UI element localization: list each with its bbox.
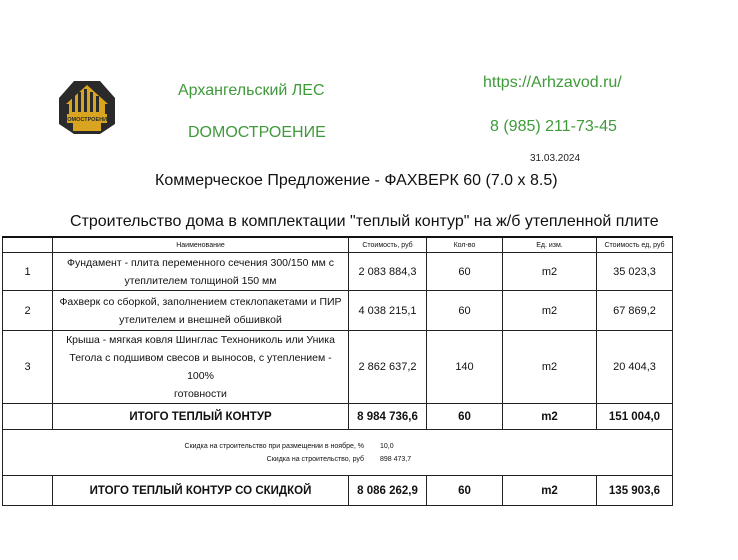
row-number: 2: [3, 291, 53, 331]
table-header-row: [3, 237, 673, 253]
table-row: [3, 331, 673, 404]
col-cost-header: Стоимость, руб: [349, 237, 427, 253]
row-name-line: Фундамент - плита переменного сечения 300/150 мм с: [67, 256, 334, 269]
brand-name: DOMOСТРОЕНИЕ: [188, 124, 326, 141]
discount-cell: [3, 430, 673, 476]
row-unit-cost: 35 023,3: [597, 253, 673, 291]
row-name-line: готовности: [174, 388, 227, 400]
discount-percent-value: 10,0: [380, 442, 394, 450]
total-row: [3, 404, 673, 430]
row-unit: m2: [503, 291, 597, 331]
row-name-line: утелителем и внешней обшивкой: [119, 313, 282, 326]
total-unit-cost: 151 004,0: [597, 404, 673, 430]
table-row: [3, 291, 673, 331]
discounted-total-unit: m2: [503, 476, 597, 506]
row-unit: m2: [503, 331, 597, 404]
row-qty: 60: [427, 291, 503, 331]
total-label: ИТОГО ТЕПЛЫЙ КОНТУР: [53, 404, 349, 430]
price-table: [2, 236, 673, 506]
discounted-total-cost: 8 086 262,9: [349, 476, 427, 506]
table-row: [3, 253, 673, 291]
col-qty-header: Кол-во: [427, 237, 503, 253]
col-name-header: Наименование: [53, 237, 349, 253]
document-date: 31.03.2024: [530, 153, 581, 164]
company-name: Архангельский ЛЕС: [178, 82, 325, 99]
total-cost: 8 984 736,6: [349, 404, 427, 430]
row-name-line: Крыша - мягкая ковля Шинглас Технониколь или Уника: [66, 334, 335, 346]
row-name: [53, 331, 349, 404]
discount-amount-value: 898 473,7: [380, 455, 412, 463]
discounted-total-unit-cost: 135 903,6: [597, 476, 673, 506]
discount-amount-label: Скидка на строительство, руб: [266, 455, 364, 463]
total-empty-cell: [3, 404, 53, 430]
discounted-total-row: [3, 476, 673, 506]
row-name-line: утеплителем толщиной 150 мм: [124, 274, 277, 287]
total-unit: m2: [503, 404, 597, 430]
row-name-line: Фахверк со сборкой, заполнением стеклопакетами и ПИР: [59, 295, 342, 308]
row-cost: 4 038 215,1: [349, 291, 427, 331]
row-name: [53, 253, 349, 291]
row-name: [53, 291, 349, 331]
phone-number[interactable]: 8 (985) 211-73-45: [490, 118, 617, 135]
row-qty: 140: [427, 331, 503, 404]
col-num-header: [3, 237, 53, 253]
offer-title: Коммерческое Предложение - ФАХВЕРК 60 (7.0 х 8.5): [155, 172, 558, 189]
website-link[interactable]: https://Arhzavod.ru/: [483, 74, 622, 91]
total-qty: 60: [427, 404, 503, 430]
logo-text: DOMOСТРОЕНИЕ: [63, 117, 111, 123]
row-unit-cost: 20 404,3: [597, 331, 673, 404]
col-unit-header: Ед. изм.: [503, 237, 597, 253]
row-name-line: Тегола с подшивом свесов и выносов, с утеплением - 100%: [69, 352, 332, 382]
company-logo: [58, 78, 116, 136]
row-unit: m2: [503, 253, 597, 291]
row-qty: 60: [427, 253, 503, 291]
col-unit-cost-header: Стоимость ед, руб: [597, 237, 673, 253]
offer-subtitle: Строительство дома в комплектации "теплый контур" на ж/б утепленной плите: [70, 213, 659, 230]
discounted-empty-cell: [3, 476, 53, 506]
discount-row: [3, 430, 673, 476]
discount-percent-label: Скидка на строительство при размещении в ноябре, %: [184, 442, 364, 450]
discounted-total-qty: 60: [427, 476, 503, 506]
row-cost: 2 083 884,3: [349, 253, 427, 291]
discounted-total-label: ИТОГО ТЕПЛЫЙ КОНТУР СО СКИДКОЙ: [53, 476, 349, 506]
row-number: 1: [3, 253, 53, 291]
row-number: 3: [3, 331, 53, 404]
row-unit-cost: 67 869,2: [597, 291, 673, 331]
row-cost: 2 862 637,2: [349, 331, 427, 404]
